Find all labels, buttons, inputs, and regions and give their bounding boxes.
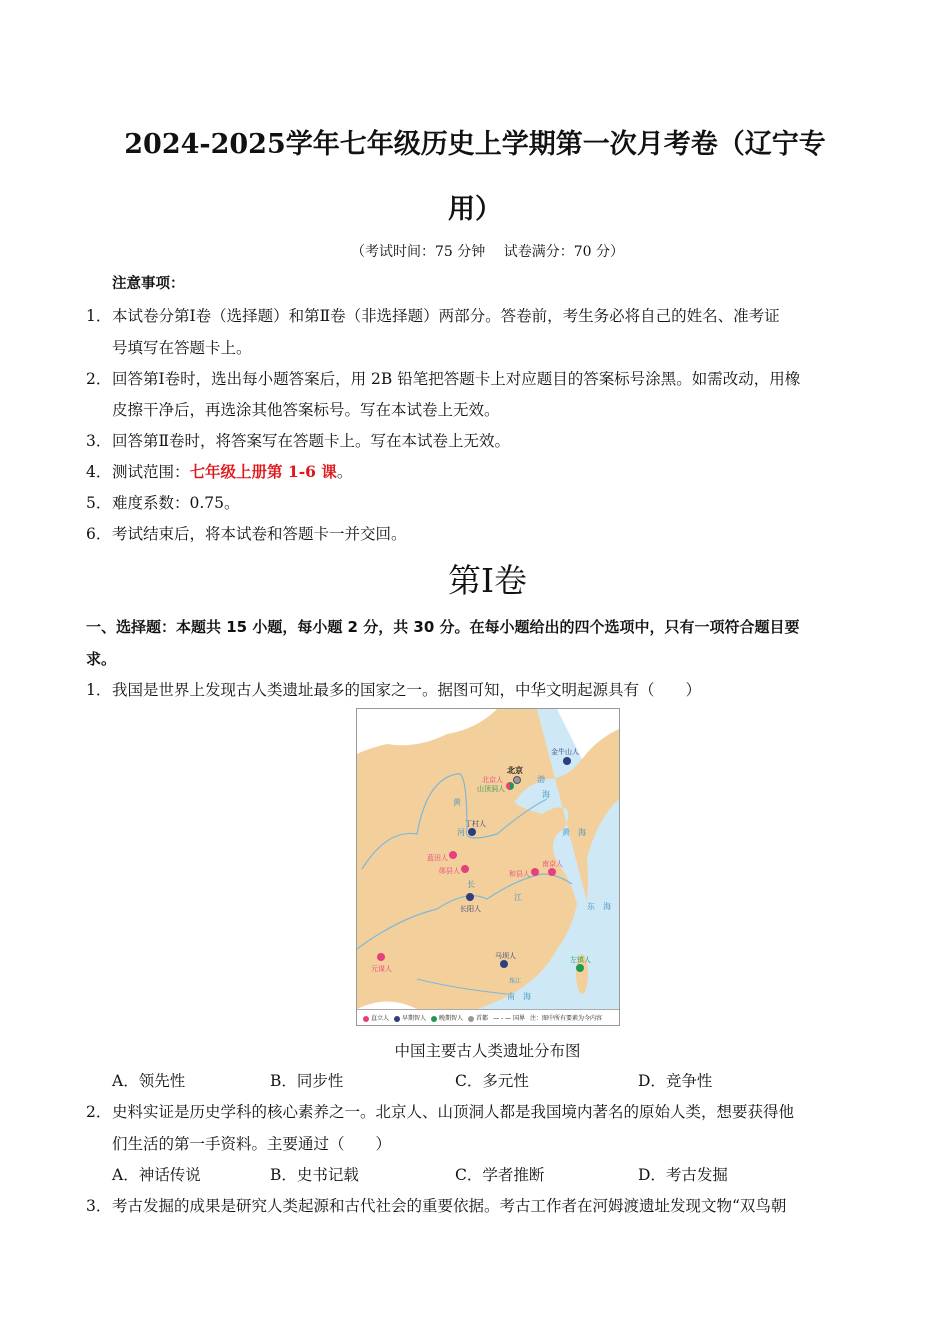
question-number: 3． (86, 1197, 112, 1215)
exam-info: （考试时间：75 分钟 试卷满分：70 分） (351, 244, 624, 260)
scope-highlight: 七年级上册第 1-6 课 (189, 462, 337, 481)
site-label-hexian: 和县人 (509, 870, 530, 878)
huanghe-label: 河 (457, 828, 465, 837)
capital-icon (513, 776, 521, 784)
site-dot-dingcun (468, 828, 476, 836)
note-number: 1． (86, 307, 112, 325)
question-number: 2． (86, 1103, 112, 1121)
site-label-beijingren: 北京人 (482, 776, 503, 784)
option-d: D．竞争性 (638, 1072, 713, 1090)
note-number: 2． (86, 370, 112, 388)
map-caption: 中国主要古人类遗址分布图 (394, 1042, 581, 1060)
part-heading-cont: 求。 (86, 650, 117, 668)
zhujiang-label: 珠江 (509, 978, 522, 985)
title-line-2: 用） (448, 194, 502, 225)
bohai-label: 渤 (537, 775, 545, 784)
site-label-changyang: 长阳人 (460, 905, 481, 913)
note-number: 5． (86, 494, 112, 512)
site-dot-lantian (449, 851, 457, 859)
bohai-label: 海 (542, 790, 550, 799)
option-b: B．同步性 (270, 1072, 344, 1090)
site-label-shandingdong: 山顶洞人 (477, 785, 505, 793)
question-text: 们生活的第一手资料。主要通过（ ） (112, 1135, 392, 1153)
site-dot-yunxian (461, 865, 469, 873)
legend-note: 注：图中所有要素为今内容 (529, 1015, 602, 1022)
site-dot-maba (500, 960, 508, 968)
changjiang-label: 江 (514, 893, 522, 902)
map-background (357, 709, 619, 1025)
site-label-lantian: 蓝田人 (427, 854, 448, 862)
site-dot-jinniushan (563, 757, 571, 765)
huanghai-label: 黄 海 (562, 828, 586, 837)
note-text: 本试卷分第Ⅰ卷（选择题）和第Ⅱ卷（非选择题）两部分。答卷前，考生务必将自己的姓名、准考证 (112, 307, 780, 325)
site-label-dingcun: 丁村人 (465, 820, 486, 828)
scope-suffix: 。 (336, 463, 353, 481)
note-text: 难度系数：0.75。 (112, 494, 240, 512)
legend-zhiliren: 直立人 (363, 1013, 389, 1022)
nanhai-label: 南 海 (507, 992, 531, 1001)
option-a: A．神话传说 (112, 1166, 201, 1184)
part-heading: 一、选择题：本题共 15 小题，每小题 2 分，共 30 分。在每小题给出的四个选项中，只有一项符合题目要 (86, 618, 800, 636)
huanghe-label: 黄 (453, 798, 461, 807)
site-label-yuanmou: 元谋人 (371, 965, 392, 973)
legend-capital: 首都 (468, 1013, 488, 1022)
scope-label: 测试范围： (112, 463, 190, 481)
donghai-label: 东 海 (587, 902, 611, 911)
option-a: A．领先性 (112, 1072, 186, 1090)
site-label-maba: 马坝人 (495, 952, 516, 960)
option-b: B．史书记载 (270, 1166, 359, 1184)
title-line-1: 2024-2025学年七年级历史上学期第一次月考卷（辽宁专 (124, 129, 826, 160)
question-text: 史料实证是历史学科的核心素养之一。北京人、山顶洞人都是我国境内著名的原始人类，想要获得他 (112, 1103, 795, 1121)
ancient-human-sites-map (356, 708, 620, 1026)
site-label-jinniushan: 金牛山人 (551, 748, 579, 756)
question-text: 我国是世界上发现古人类遗址最多的国家之一。据图可知，中华文明起源具有（ ） (112, 681, 702, 699)
note-text: 回答第Ⅱ卷时，将答案写在答题卡上。写在本试卷上无效。 (112, 432, 511, 450)
legend-early-sapiens: 早期智人 (394, 1013, 426, 1022)
legend-late-sapiens: 晚期智人 (431, 1013, 463, 1022)
site-label-nanjing: 南京人 (542, 860, 563, 868)
site-dot-hexian (531, 868, 539, 876)
notes-heading: 注意事项： (112, 276, 185, 292)
site-dot-changyang (466, 893, 474, 901)
changjiang-label: 长 (467, 880, 475, 889)
option-d: D．考古发掘 (638, 1166, 728, 1184)
legend-border: — - — 国界 (493, 1015, 525, 1022)
option-c: C．多元性 (455, 1072, 529, 1090)
note-number: 4． (86, 463, 112, 481)
site-dot-nanjing (548, 868, 556, 876)
capital-label-beijing: 北京 (507, 766, 523, 775)
section-title: 第Ⅰ卷 (447, 561, 528, 600)
site-dot-zuozhen (576, 964, 584, 972)
question-text: 考古发掘的成果是研究人类起源和古代社会的重要依据。考古工作者在河姆渡遗址发现文物“双鸟朝 (112, 1197, 787, 1215)
note-text: 考试结束后，将本试卷和答题卡一并交回。 (112, 525, 407, 543)
site-dot-beijing (506, 782, 514, 790)
note-text (112, 460, 352, 482)
map-legend (357, 1009, 619, 1025)
option-c: C．学者推断 (455, 1166, 545, 1184)
note-text: 号填写在答题卡上。 (112, 339, 252, 357)
site-label-yunxian: 郧县人 (439, 867, 460, 875)
question-number: 1． (86, 681, 112, 699)
site-label-zuozhen: 左镇人 (570, 956, 591, 964)
note-text: 回答第Ⅰ卷时，选出每小题答案后，用 2B 铅笔把答题卡上对应题目的答案标号涂黑。如需改动，用橡 (112, 370, 801, 388)
note-text: 皮擦干净后，再选涂其他答案标号。写在本试卷上无效。 (112, 401, 500, 419)
note-number: 6． (86, 525, 112, 543)
note-number: 3． (86, 432, 112, 450)
site-dot-yuanmou (377, 953, 385, 961)
